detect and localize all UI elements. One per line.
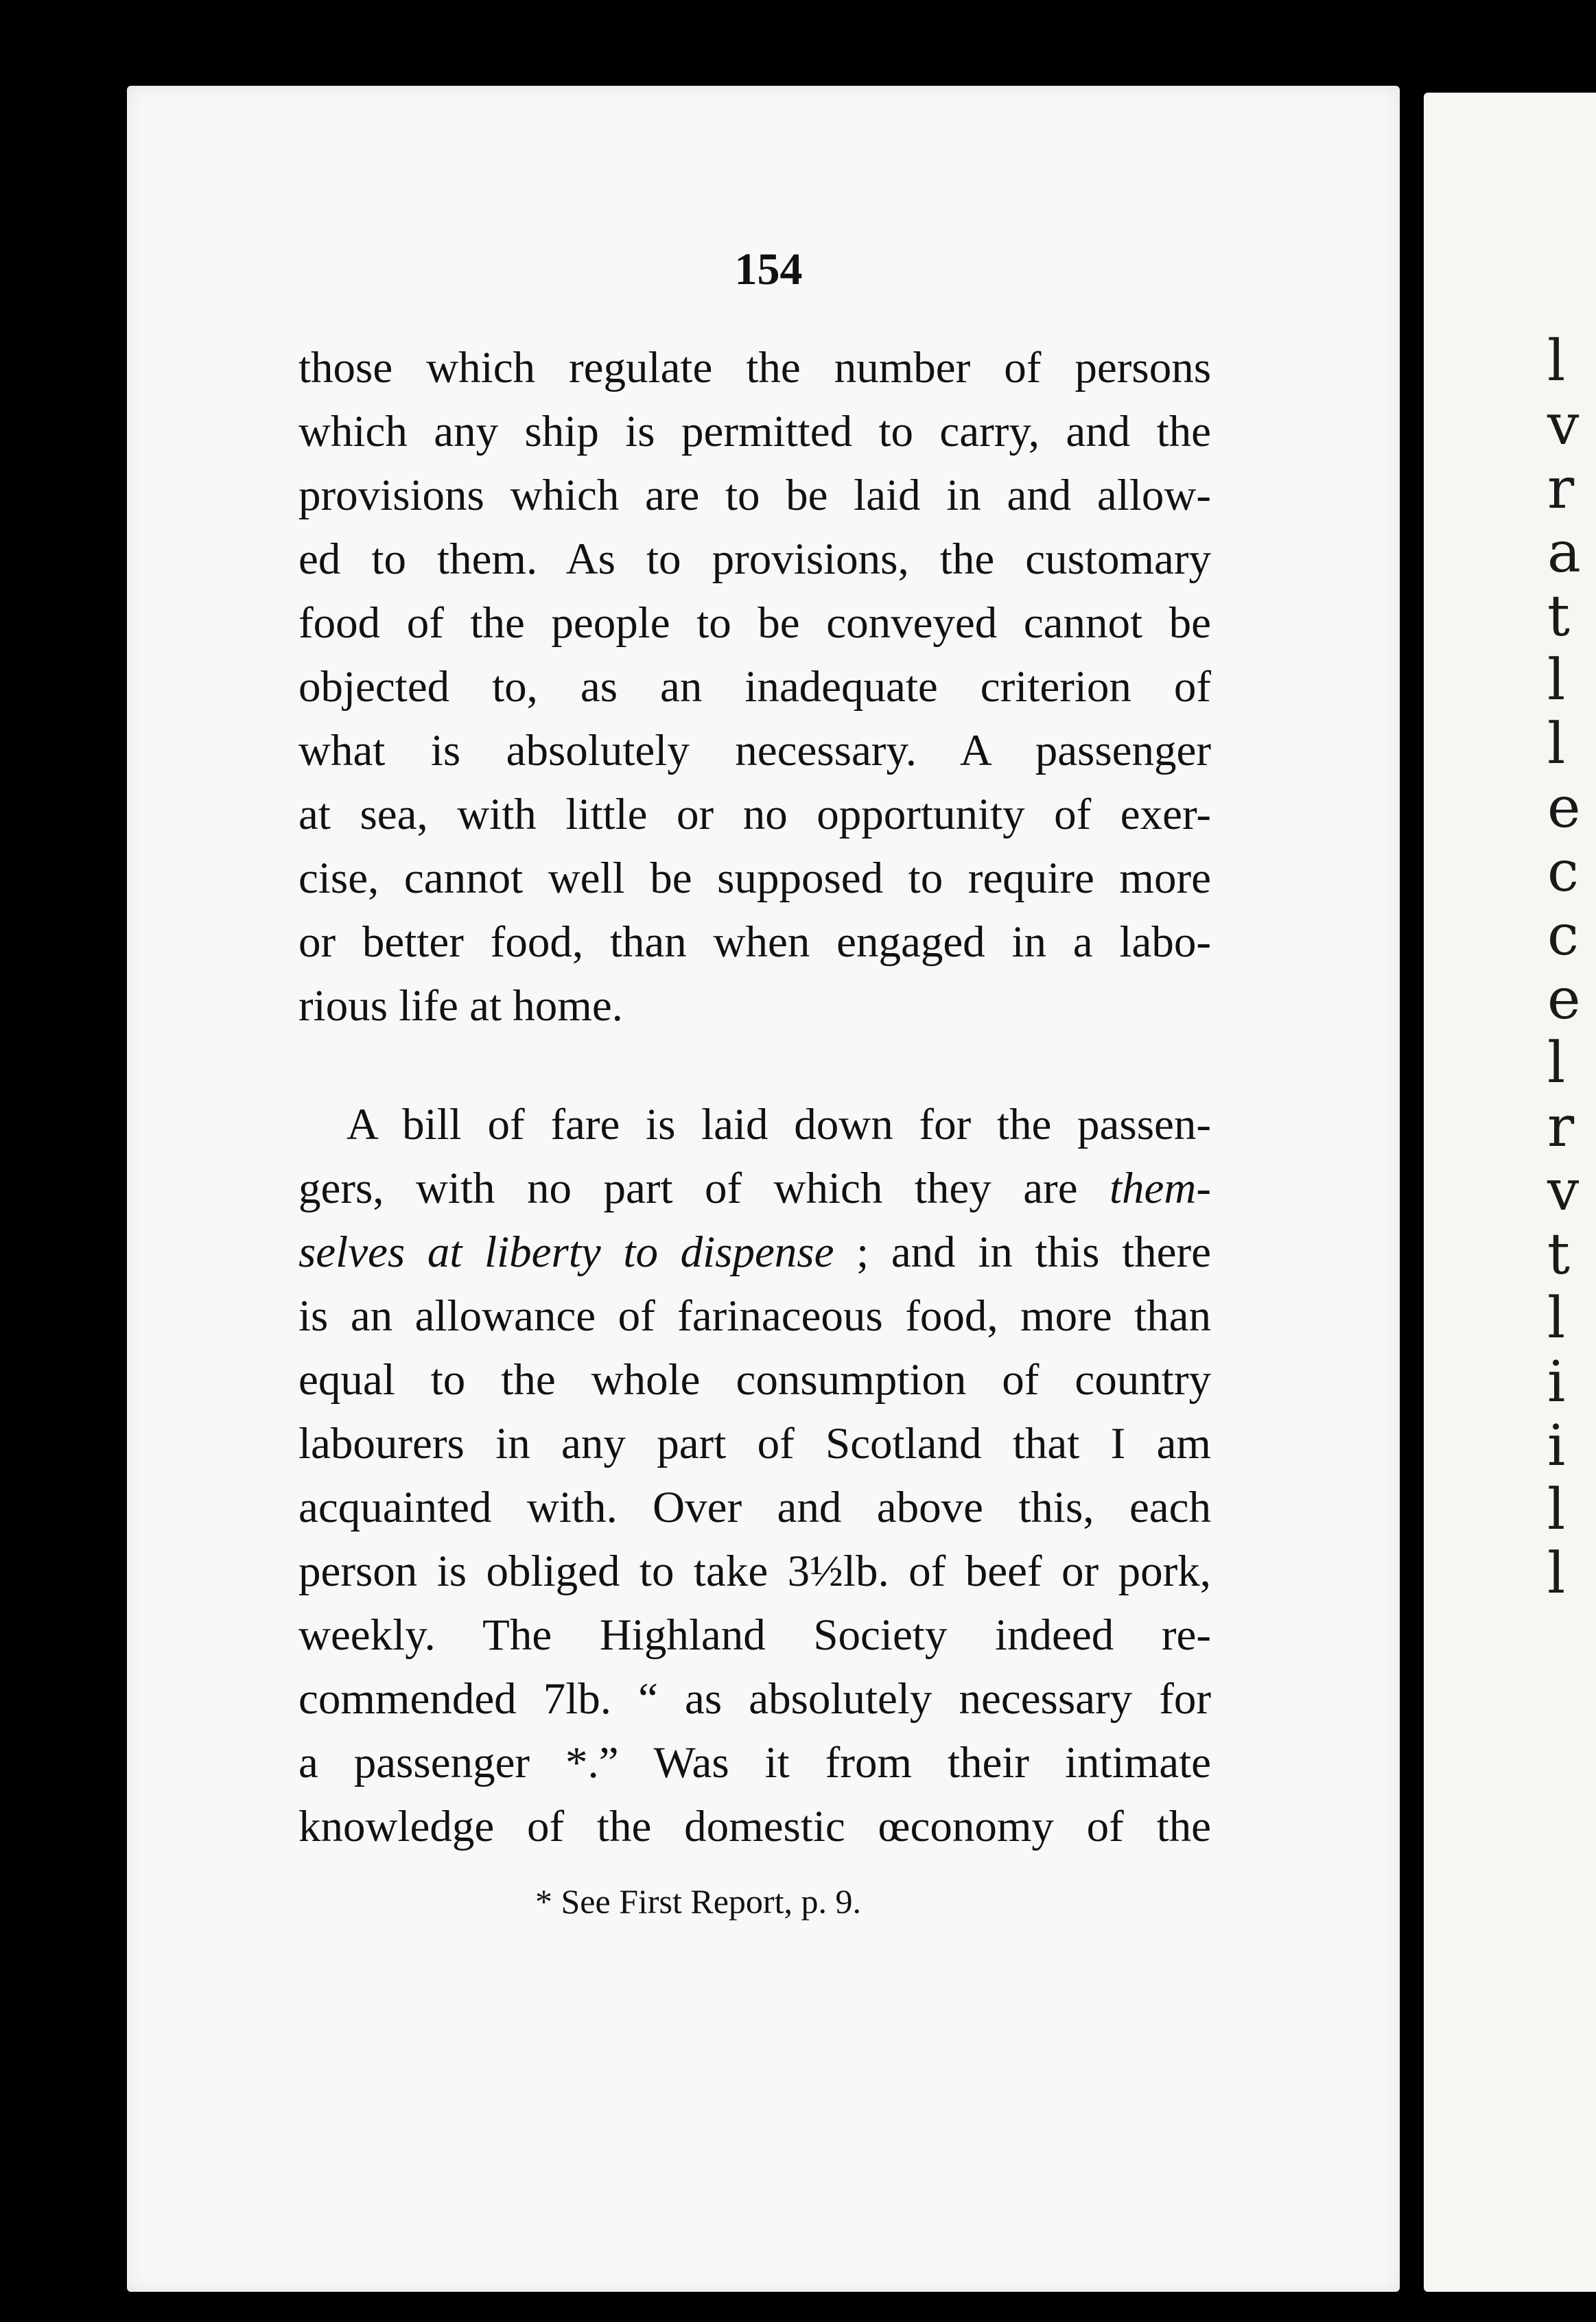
text-line: ed to them. As to provisions, the customary (298, 535, 1211, 584)
text-roman: ; and in this there (834, 1228, 1211, 1277)
text-line: provisions which are to be laid in and allow- (298, 471, 1211, 520)
text-line: equal to the whole consumption of country (298, 1355, 1211, 1405)
text-line: acquainted with. Over and above this, each (298, 1483, 1211, 1532)
text-line: labourers in any part of Scotland that I am (298, 1419, 1211, 1468)
text-line: what is absolutely necessary. A passenger (298, 726, 1211, 775)
text-line: rious life at home. (298, 981, 623, 1031)
text-line: at sea, with little or no opportunity of exer- (298, 790, 1211, 839)
body-text (298, 336, 1211, 1859)
text-roman: gers, with no part of which they are (298, 1164, 1110, 1213)
text-line-with-italic (298, 1157, 1211, 1221)
text-line-with-italic (298, 1221, 1211, 1285)
text-italic: selves at liberty to dispense (298, 1228, 834, 1277)
footnote: * See First Report, p. 9. (535, 1882, 861, 1921)
paragraph-1 (298, 336, 1211, 1038)
text-line: a passenger *.” Was it from their intimate (298, 1738, 1211, 1787)
facing-page-edge-letters: l v r a t l l e c c e l r v t l i i l l (1547, 329, 1581, 1606)
text-line: or better food, than when engaged in a labo- (298, 917, 1211, 967)
text-line: knowledge of the domestic œconomy of the (298, 1802, 1211, 1851)
text-line: person is obliged to take 3½lb. of beef or pork, (298, 1547, 1211, 1596)
text-line: which any ship is permitted to carry, and the (298, 407, 1211, 456)
text-line: food of the people to be conveyed cannot be (298, 598, 1211, 648)
text-line: A bill of fare is laid down for the passen- (347, 1100, 1211, 1149)
text-line: cise, cannot well be supposed to require more (298, 854, 1211, 903)
text-line: is an allowance of farinaceous food, more than (298, 1291, 1211, 1341)
text-line: those which regulate the number of persons (298, 343, 1211, 392)
text-line: weekly. The Highland Society indeed re- (298, 1610, 1211, 1660)
text-line: objected to, as an inadequate criterion of (298, 662, 1211, 712)
paragraph-gap (298, 1038, 1211, 1093)
text-line: commended 7lb. “ as absolutely necessary for (298, 1674, 1211, 1724)
page-number: 154 (734, 244, 803, 294)
text-italic: them- (1110, 1164, 1211, 1213)
paragraph-2 (298, 1093, 1211, 1859)
